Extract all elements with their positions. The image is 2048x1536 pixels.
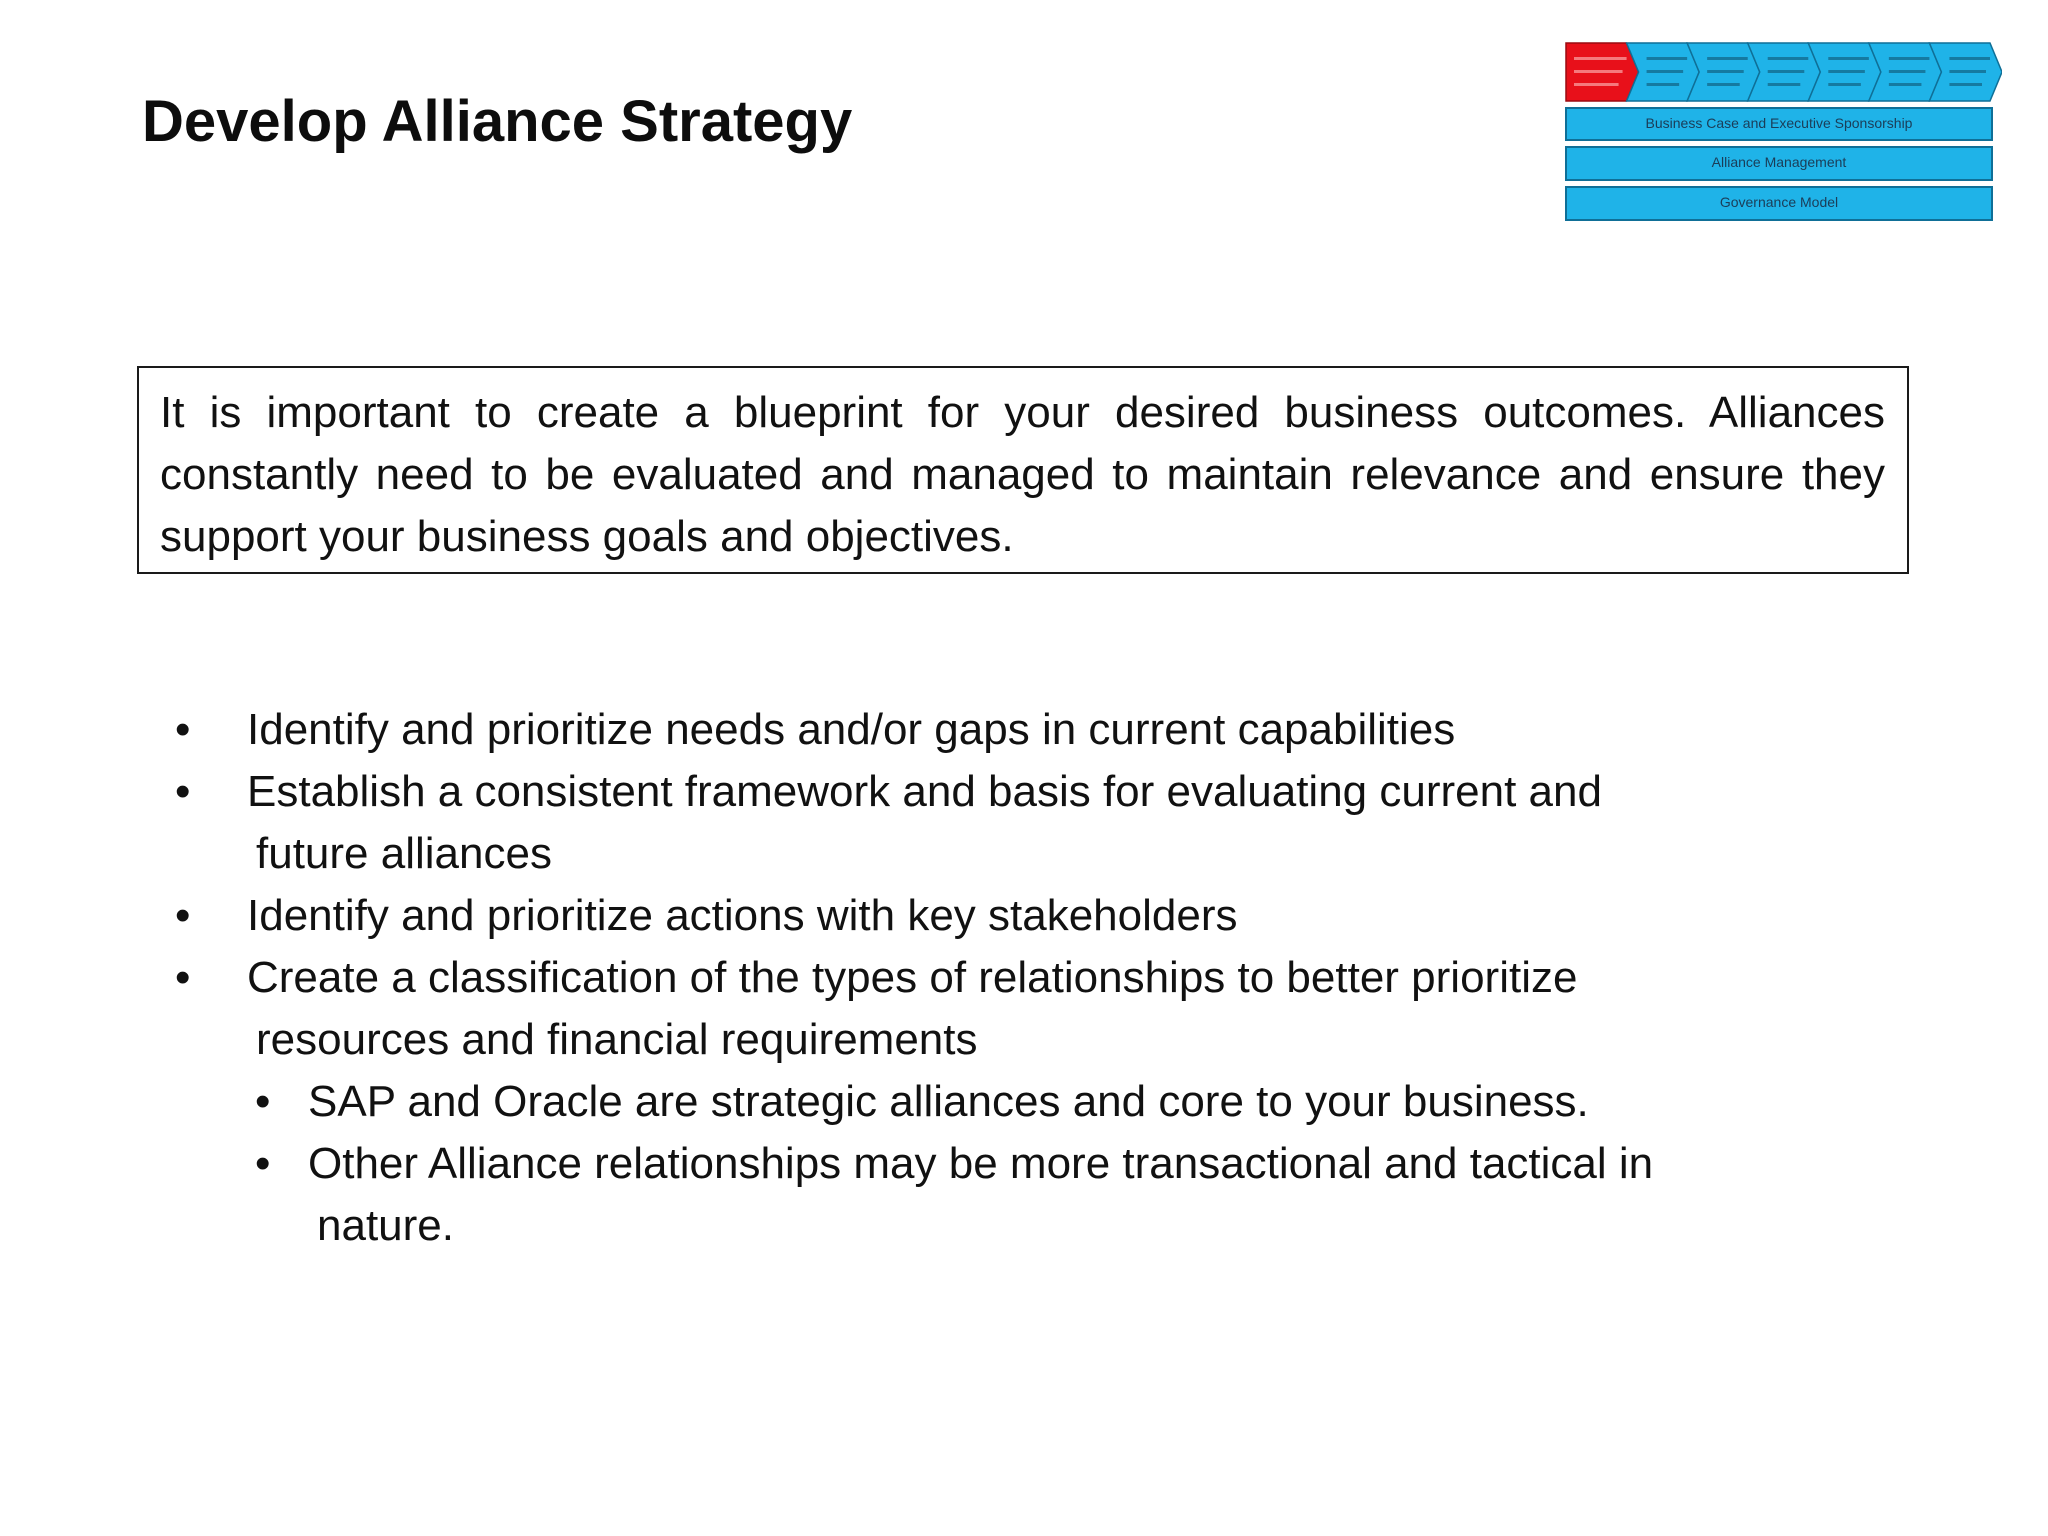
slide-title: Develop Alliance Strategy xyxy=(142,89,853,154)
process-stage-text-mark xyxy=(1647,83,1680,86)
process-stage-text-mark xyxy=(1707,83,1740,86)
bullet-item-stakeholders xyxy=(165,885,1865,947)
sub-bullet-item-strategic xyxy=(165,1071,1865,1133)
process-stage-text-mark xyxy=(1574,83,1619,86)
phase-label-alliance-management: Alliance Management xyxy=(1711,154,1847,170)
process-stage-text-mark xyxy=(1647,57,1688,60)
process-stage-text-mark xyxy=(1889,83,1922,86)
process-stage-text-mark xyxy=(1574,70,1623,73)
process-stage-text-mark xyxy=(1707,70,1744,73)
process-stage-text-mark xyxy=(1768,57,1809,60)
sub-bullet-text: SAP and Oracle are strategic alliances and core to your business. xyxy=(308,1077,1589,1126)
process-stage-text-mark xyxy=(1707,57,1748,60)
bullet-item-classification xyxy=(165,947,1865,1071)
process-stage-text-mark xyxy=(1889,57,1930,60)
bullet-dot-icon: • xyxy=(175,953,191,1002)
process-stage-text-mark xyxy=(1949,57,1990,60)
bullet-item-needs-gaps xyxy=(165,699,1865,761)
bullet-dot-icon: • xyxy=(175,705,191,754)
process-stage-text-mark xyxy=(1949,70,1986,73)
process-diagram xyxy=(1562,40,2002,226)
intro-callout-box xyxy=(137,366,1909,574)
sub-bullet-list xyxy=(165,1071,1865,1257)
phase-label-governance-model: Governance Model xyxy=(1719,194,1839,210)
phase-label-business-case: Business Case and Executive Sponsorship xyxy=(1645,115,1913,131)
sub-bullet-text-continued: nature. xyxy=(317,1201,454,1250)
bullet-text: Identify and prioritize needs and/or gaps in current capabilities xyxy=(247,705,1456,754)
process-stage-text-mark xyxy=(1768,83,1801,86)
process-stage-text-mark xyxy=(1647,70,1684,73)
bullet-text: Establish a consistent framework and basis for evaluating current and xyxy=(247,767,1602,816)
process-stage-text-mark xyxy=(1828,57,1869,60)
bullet-dot-icon: • xyxy=(175,891,191,940)
bullet-text-continued: future alliances xyxy=(256,829,552,878)
sub-bullet-item-transactional xyxy=(165,1133,1865,1257)
sub-bullet-text: Other Alliance relationships may be more transactional and tactical in xyxy=(308,1139,1654,1188)
bullet-list xyxy=(165,699,1865,1071)
process-stage-text-mark xyxy=(1949,83,1982,86)
bullet-item-framework xyxy=(165,761,1865,885)
bullet-text: Create a classification of the types of relationships to better prioritize xyxy=(247,953,1578,1002)
sub-bullet-dot-icon: • xyxy=(255,1077,271,1126)
process-stage-text-mark xyxy=(1889,70,1926,73)
process-stage-text-mark xyxy=(1828,70,1865,73)
sub-bullet-dot-icon: • xyxy=(255,1139,271,1188)
process-stage-text-mark xyxy=(1574,57,1627,60)
process-stage-text-mark xyxy=(1768,70,1805,73)
bullet-text-continued: resources and financial requirements xyxy=(256,1015,978,1064)
intro-text: It is important to create a blueprint for your desired business outcomes. Alliances constantly need to be evaluated and managed to maintain relevance and ensure they support your business goals and objectives. xyxy=(160,388,1885,561)
process-stage-text-mark xyxy=(1828,83,1861,86)
bullet-text: Identify and prioritize actions with key stakeholders xyxy=(247,891,1238,940)
bullet-dot-icon: • xyxy=(175,767,191,816)
